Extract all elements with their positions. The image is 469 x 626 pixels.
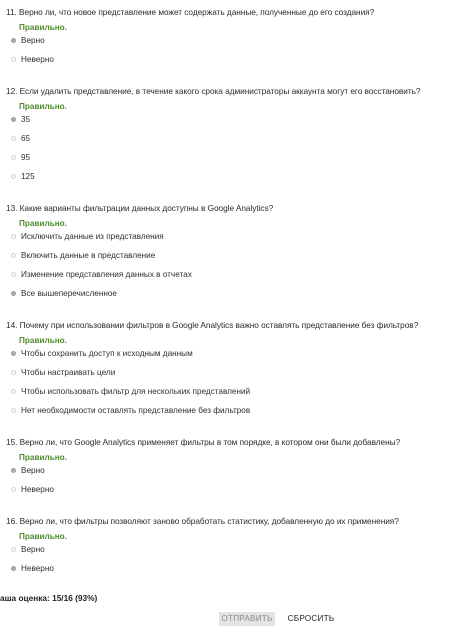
answer-option-label: Все вышеперечисленное <box>21 289 117 298</box>
answer-option-label: 95 <box>21 153 31 162</box>
answer-option-label: Чтобы настраивать цели <box>21 368 116 377</box>
answer-option[interactable] <box>11 406 451 418</box>
question-title: 15. Верно ли, что Google Analytics применяет фильтры в том порядке, в котором они были добавлены? <box>6 437 401 447</box>
radio-icon[interactable] <box>11 389 16 394</box>
answer-option-label: Верно <box>21 466 45 475</box>
answer-option[interactable] <box>11 564 451 576</box>
answer-option[interactable] <box>11 466 451 478</box>
answer-option-label: Верно <box>21 36 45 45</box>
radio-selected-icon[interactable] <box>11 38 16 43</box>
answer-option-label: 35 <box>21 115 31 124</box>
correct-feedback: Правильно. <box>19 336 67 345</box>
question-title: 16. Верно ли, что фильтры позволяют заново обработать статистику, добавленную до их применения? <box>6 516 399 526</box>
radio-selected-icon[interactable] <box>11 566 16 571</box>
score-text: аша оценка: 15/16 (93%) <box>0 593 98 603</box>
answer-option[interactable] <box>11 115 451 127</box>
radio-icon[interactable] <box>11 155 16 160</box>
answer-option-label: Чтобы использовать фильтр для нескольких представлений <box>21 387 251 396</box>
answer-option-label: Неверно <box>21 55 54 64</box>
radio-icon[interactable] <box>11 174 16 179</box>
answer-option-label: 125 <box>21 172 35 181</box>
answer-option[interactable] <box>11 134 451 146</box>
question-title: 13. Какие варианты фильтрации данных доступны в Google Analytics? <box>6 203 274 213</box>
radio-icon[interactable] <box>11 547 16 552</box>
question-title: 12. Если удалить представление, в течение какого срока администраторы аккаунта могут его восстановить? <box>6 86 421 96</box>
radio-selected-icon[interactable] <box>11 291 16 296</box>
radio-icon[interactable] <box>11 253 16 258</box>
answer-option[interactable] <box>11 55 451 67</box>
question-title: 14. Почему при использовании фильтров в Google Analytics важно оставлять представление без фильтров? <box>6 320 419 330</box>
answer-option-label: Верно <box>21 545 45 554</box>
answer-option[interactable] <box>11 368 451 380</box>
answer-option[interactable] <box>11 545 451 557</box>
radio-selected-icon[interactable] <box>11 117 16 122</box>
answer-option-label: Нет необходимости оставлять представление без фильтров <box>21 406 251 415</box>
correct-feedback: Правильно. <box>19 219 67 228</box>
submit-button[interactable]: ОТПРАВИТЬ <box>219 612 275 626</box>
answer-option-label: Исключить данные из представления <box>21 232 164 241</box>
answer-option-label: Неверно <box>21 564 54 573</box>
answer-option[interactable] <box>11 153 451 165</box>
correct-feedback: Правильно. <box>19 102 67 111</box>
question-title: 11. Верно ли, что новое представление может содержать данные, полученные до его создания? <box>6 7 375 17</box>
correct-feedback: Правильно. <box>19 532 67 541</box>
radio-selected-icon[interactable] <box>11 351 16 356</box>
reset-button[interactable]: СБРОСИТЬ <box>287 614 335 623</box>
answer-option[interactable] <box>11 172 451 184</box>
answer-option-label: Включить данные в представление <box>21 251 156 260</box>
radio-icon[interactable] <box>11 272 16 277</box>
answer-option[interactable] <box>11 387 451 399</box>
correct-feedback: Правильно. <box>19 453 67 462</box>
radio-icon[interactable] <box>11 408 16 413</box>
answer-option-label: Изменение представления данных в отчетах <box>21 270 192 279</box>
answer-option[interactable] <box>11 485 451 497</box>
radio-icon[interactable] <box>11 370 16 375</box>
answer-option[interactable] <box>11 270 451 282</box>
correct-feedback: Правильно. <box>19 23 67 32</box>
answer-option[interactable] <box>11 349 451 361</box>
answer-option-label: Чтобы сохранить доступ к исходным данным <box>21 349 193 358</box>
answer-option[interactable] <box>11 289 451 301</box>
radio-icon[interactable] <box>11 234 16 239</box>
answer-option[interactable] <box>11 232 451 244</box>
radio-icon[interactable] <box>11 57 16 62</box>
answer-option[interactable] <box>11 36 451 48</box>
answer-option[interactable] <box>11 251 451 263</box>
answer-option-label: Неверно <box>21 485 54 494</box>
answer-option-label: 65 <box>21 134 31 143</box>
radio-selected-icon[interactable] <box>11 468 16 473</box>
radio-icon[interactable] <box>11 136 16 141</box>
radio-icon[interactable] <box>11 487 16 492</box>
